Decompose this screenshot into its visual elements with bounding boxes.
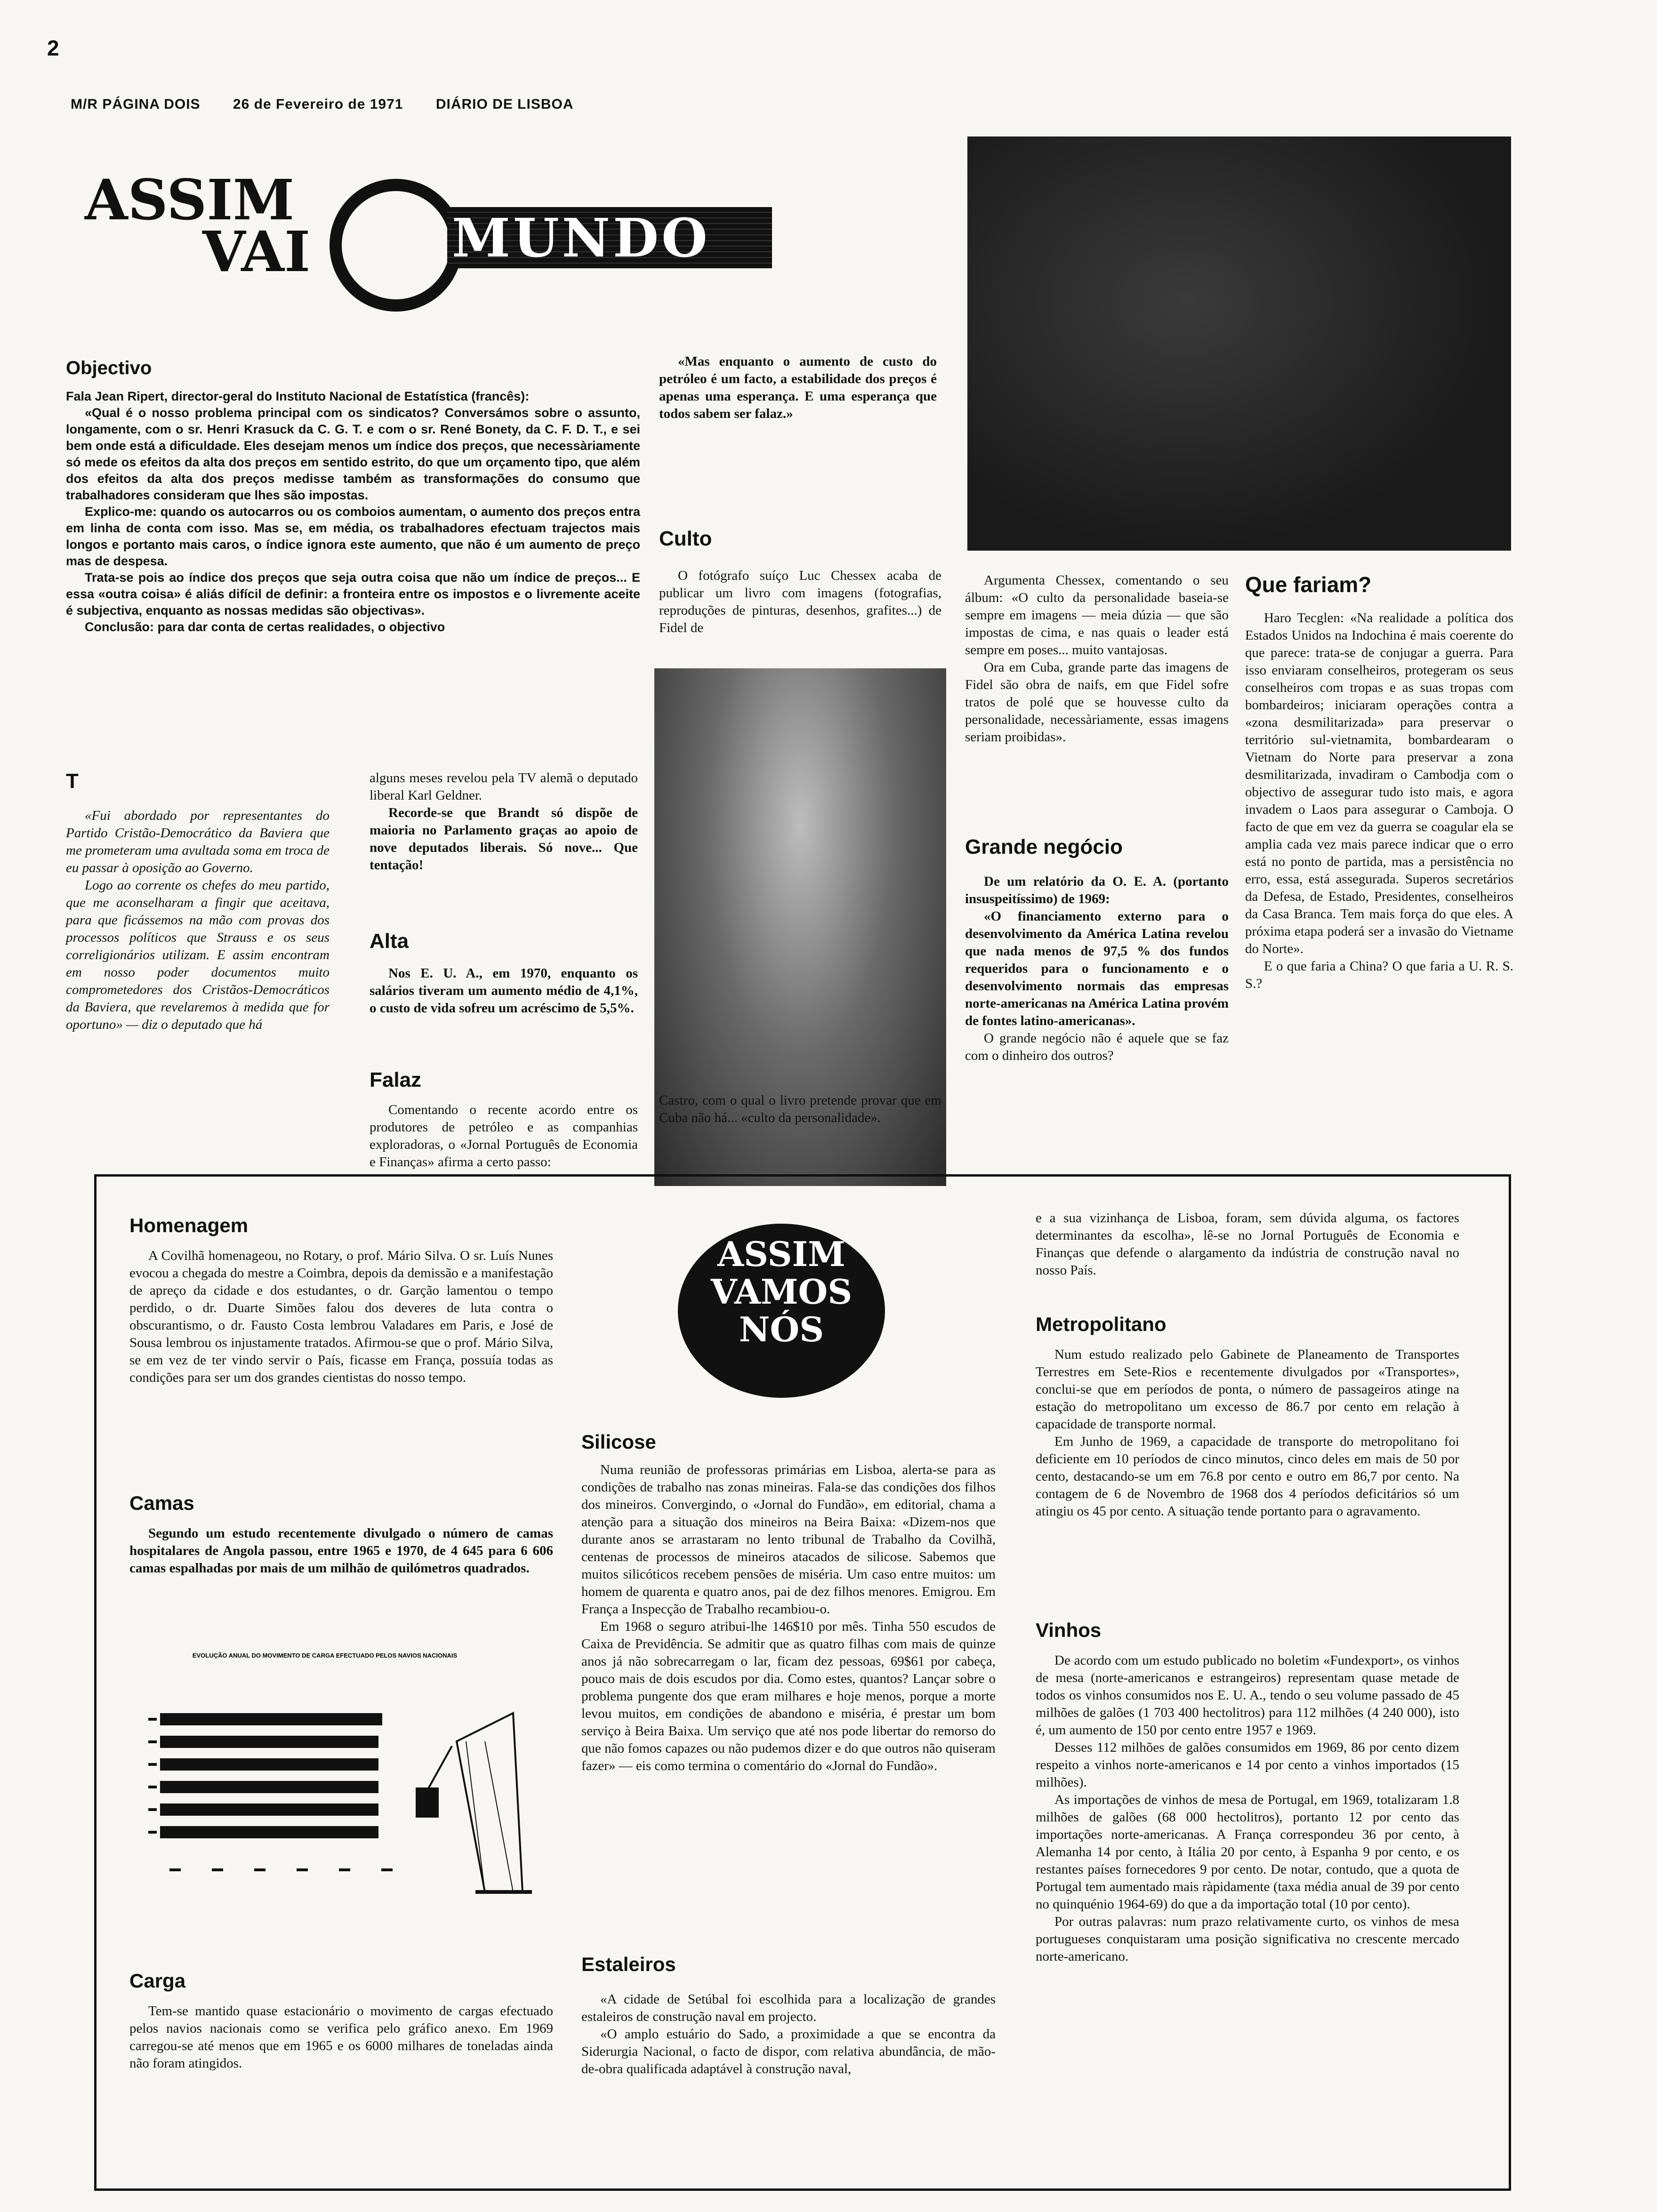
t-section-text: «Fui abordado por representantes do Partido Cristão-Democrático da Baviera que me prometeram uma avultada soma em troca de eu passar à oposição ao Governo. Logo ao corrente os chefes do meu partido, que me aconselharam a fingir que aceitava, para que ficássemos na mão com provas dos processos políticos que Strauss e os seus correligionários utilizam. E assim encontram em nosso poder documentos muito comprometedores dos Cristãos-Democráticos da Baviera, que revelaremos à medida que for oportuno» — diz o deputado que há [66, 808, 330, 1032]
chart-bar-1965 [160, 1713, 382, 1725]
crane-illustration [417, 1713, 532, 1892]
chart-axis-tick [148, 1786, 157, 1788]
falaz-text: Comentando o recente acordo entre os produtores de petróleo e as companhias exploradoras, o «Jornal Português de Economia e Finanças» afirma a certo passo: [370, 1102, 638, 1170]
banner-assim: ASSIM VAI [85, 167, 311, 284]
chart-x-marker [381, 1868, 393, 1871]
estaleiros-continued: e a sua vizinhança de Lisboa, foram, sem dúvida alguma, os factores determinantes da escolha», lê-se no Jornal Português de Economia e Finanças que defende o alargamento da indústria de construção naval no nosso País. [1036, 1210, 1459, 1278]
culto-text: O fotógrafo suíço Luc Chessex acaba de publicar um livro com imagens (fotografias, reproduções de pinturas, desenhos, grafites...) de Fidel de [659, 568, 941, 635]
heading-falaz: Falaz [370, 1068, 422, 1091]
chart-axis-tick [148, 1718, 157, 1721]
que-fariam-text: Haro Tecglen: «Na realidade a política dos Estados Unidos na Indochina é mais coerente do que parece: trata-se de conjugar a guerra. Para isso enviaram conselheiros, protegeram os seus conselheiros com tropas e as suas tropas com bombardeiros; iniciaram operações contra a «zona desmilitarizada» para preservar o território sul-vietnamita, bombardearam o Vietnam do Norte para preservar a zona desmilitarizada, invadiram o Cambodja com o objectivo de assegurar tudo isto mais, e agora invadem o Laos para assegurar o Camboja. O facto de que em vez da guerra se coagular ela se amplia cada vez mais parece indicar que o erro está no ponto de partida, mas a persistência no erro, essa, está assegurada. Superos secretários da Defesa, de Estado, Presidentes, conselheiros da Casa Branca. Tem mais força do que eles. A próxima etapa poderá ser a invasão do Vietname do Norte». E o que faria a China? O que faria a U. R. S. S.? [1245, 610, 1513, 991]
chart-bar-1966 [160, 1736, 378, 1748]
heading-alta: Alta [370, 930, 409, 953]
heading-homenagem: Homenagem [129, 1214, 249, 1236]
chart-axis-tick [148, 1831, 157, 1834]
grande-negocio-text: De um relatório da O. E. A. (portanto insuspeitíssimo) de 1969: «O financiamento externo para o desenvolvimento da América Latina revelou que nada menos de 97,5 % dos fundos requeridos para o funcionamento e o desenvolvimento normais das empresas norte-americanas na América Latina provém de fontes latino-americanas». O grande negócio não é aquele que se faz com o dinheiro dos outros? [965, 874, 1229, 1063]
chart-x-marker [212, 1868, 223, 1871]
heading-que-fariam: Que fariam? [1245, 572, 1372, 597]
estaleiros-text: «A cidade de Setúbal foi escolhida para a localização de grandes estaleiros de construção naval em projecto. «O amplo estuário do Sado, a proximidade a que se encontra da Siderurgia Nacional, o facto de dispor, com relativa abundância, de mão-de-obra qualificada adaptável à construção naval, [581, 1992, 996, 2076]
vamos-title: ASSIM VAMOS NÓS [710, 1234, 853, 1349]
t-section-tail: alguns meses revelou pela TV alemã o deputado liberal Karl Geldner. Recorde-se que Brandt só dispõe de maioria no Parlamento graças ao apoio de nove deputados liberais. Só nove... Que tentação! [370, 770, 638, 873]
heading-silicose: Silicose [581, 1431, 656, 1453]
masthead [71, 96, 645, 112]
objectivo-text: Fala Jean Ripert, director-geral do Instituto Nacional de Estatística (francês): «Qual é o nosso problema principal com os sindicatos? Conversámos sobre o assunto, longamente, com o sr. Henri Krasuck da C. G. T. e com o sr. René Bonety, da C. F. D. T., e sei bem onde está a dificuldade. Eles desejam menos um índice dos preços, que necessàriamente só mede os efeitos da alta dos preços em sentido estrito, do que um orçamento tipo, que além dos efeitos da alta dos preços medisse também as transformações do consumo que trabalhadores consideram que lhes são impostas. Explico-me: quando os autocarros ou os comboios aumentam, o aumento dos preços entra em linha de conta com isso. Mas se, em média, os trabalhadores efectuam trajectos mais longos e portanto mais caros, o índice ignora este aumento, que não é um aumento de preço mas de despesa. Trata-se pois ao índice dos preços que seja outra coisa que não um índice de preços... E essa «outra coisa» é aliás difícil de definir: a fronteira entre os impostos e o livremente aceite é subjectiva, enquanto as nossas medidas são objectivas». Conclusão: para dar conta de certas realidades, o objectivo [66, 389, 640, 634]
chart-axis-tick [148, 1808, 157, 1811]
carga-text: Tem-se mantido quase estacionário o movimento de cargas efectuado pelos navios nacionais como se verifica pelo gráfico anexo. Em 1969 carregou-se até menos que em 1965 e os 6000 milhares de toneladas ainda não foram atingidos. [129, 2004, 553, 2071]
metropolitano-text: Num estudo realizado pelo Gabinete de Planeamento de Transportes Terrestres em Sete-Rios e recentemente divulgados por «Transportes», conclui-se que em períodos de ponta, o número de passageiros atinge na estação do metropolitano um excesso de 86.7 por cento em relação à capacidade de transporte normal. Em Junho de 1969, a capacidade de transporte do metropolitano foi deficiente em 10 períodos de cinco minutos, cinco deles em mais de 50 por cento, destacando-se um em 76.8 por cento e outro em 86,7 por cento. Na contagem de 6 de Novembro de 1968 dos 4 períodos deficitários só um atingiu os 45 por cento. A situação tende portanto para o agravamento. [1036, 1347, 1459, 1519]
top-photo [967, 136, 1511, 551]
heading-carga: Carga [129, 1970, 186, 1992]
culto-continued: Argumenta Chessex, comentando o seu álbum: «O culto da personalidade baseia-se sempre em imagens — meia dúzia — que são impostas de cima, e nas quais o leader está sempre em poses... muito vantajosas. Ora em Cuba, grande parte das imagens de Fidel são obra de naifs, em que Fidel sofre tratos de polé que se houvesse culto da personalidade, necessàriamente, essas imagens seriam proibidas». [965, 573, 1229, 745]
chart-x-marker [339, 1868, 350, 1871]
chart-axis-tick [148, 1763, 157, 1766]
page-number: 2 [47, 36, 59, 60]
issue-date: 26 de Fevereiro de 1971 [233, 96, 403, 112]
page-label: M/R PÁGINA DOIS [71, 96, 201, 112]
chart-bar-1970 [160, 1826, 378, 1838]
silicose-text: Numa reunião de professoras primárias em Lisboa, alerta-se para as condições de trabalho nas zonas mineiras. Fala-se das condições dos filhos dos mineiros. Convergindo, o «Jornal do Fundão», em editorial, chama a atenção para a situação dos mineiros na Beira Baixa: «Dizem-nos que durante anos se arrastaram no lento tribunal de Trabalho da Covilhã, centenas de processos de mineiros atacados de silicose. Sabemos que muitos silicóticos recebem pensões de miséria. Um caso entre muitos: um homem de quarenta e quatro anos, pai de dez filhos menores. Emigrou. Em França a Inspecção de Trabalho recambiou-o. Em 1968 o seguro atribui-lhe 146$10 por mês. Tinha 550 escudos de Caixa de Previdência. Se admitir que as quatro filhas com mais de quinze anos já não sobrecarregam o lar, ficam dez pessoas, 69$61 por cabeça, pouco mais de dois escudos por dia. Como estes, quantos? Lançar sobre o problema pungente dos que eram milhares e hoje menos, porque a morte levou muitos, em condições de abandono e miséria, é prestar um bom serviço à Beira Baixa. Um serviço que até nos pode libertar do remorso do que não fomos capazes ou não pudemos dizer e do que outros não quiseram fazer» — eis como termina o comentário do «Jornal do Fundão». [581, 1462, 996, 1773]
chart-bar-1967 [160, 1758, 378, 1771]
chart-bar-1969 [160, 1803, 378, 1816]
culto-caption: Castro, com o qual o livro pretende provar que em Cuba não há... «culto da personalidade». [659, 1093, 941, 1125]
heading-objectivo: Objectivo [66, 358, 152, 378]
alta-text: Nos E. U. A., em 1970, enquanto os salários tiveram um aumento médio de 4,1%, o custo de vida sofreu um acréscimo de 5,5%. [370, 966, 638, 1016]
vinhos-text: De acordo com um estudo publicado no boletim «Fundexport», os vinhos de mesa (norte-americanos e estrangeiros) representam quase metade de todos os vinhos consumidos nos E. U. A., tendo o seu volume passado de 45 milhões de galões (1 703 400 hectolitros) para 112 milhões (4 240 000), isto é, um aumento de 150 por cento entre 1957 e 1969. Desses 112 milhões de galões consumidos em 1969, 86 por cento dizem respeito a vinhos norte-americanos e 14 por cento a vinhos importados (15 milhões). As importações de vinhos de mesa de Portugal, em 1969, totalizaram 1.8 milhões de galões (68 000 hectolitros), portanto 12 por cento das importações norte-americanas. A França correspondeu 36 por cento, à Alemanha 14 por cento, à Itália 20 por cento, à Espanha 9 por cento, e os restantes países fornecedores 9 por cento. De notar, contudo, que a quota de Portugal tem aumentado mais ràpidamente (taxa média anual de 39 por cento no quinquénio 1964-69) do que a da importação total (10 por cento). Por outras palavras: num prazo relativamente curto, os vinhos de mesa portugueses conquistaram uma posição significativa no crescente mercado norte-americano. [1036, 1653, 1459, 1964]
chart-axis-tick [148, 1740, 157, 1743]
newspaper-name: DIÁRIO DE LISBOA [435, 96, 574, 112]
heading-metropolitano: Metropolitano [1036, 1313, 1166, 1335]
chart-x-marker [169, 1868, 181, 1871]
heading-estaleiros: Estaleiros [581, 1953, 676, 1975]
section-banner [85, 167, 847, 297]
chart-x-marker [254, 1868, 265, 1871]
heading-grande-negocio: Grande negócio [965, 835, 1123, 858]
heading-t: T [66, 769, 79, 793]
heading-culto: Culto [659, 527, 712, 550]
heading-camas: Camas [129, 1492, 194, 1514]
banner-o-circle [330, 179, 462, 312]
chart-x-marker [297, 1868, 308, 1871]
camas-text: Segundo um estudo recentemente divulgado o número de camas hospitalares de Angola passou, entre 1965 e 1970, de 4 645 para 6 606 camas espalhadas por mais de um milhão de quilómetros quadrados. [129, 1526, 553, 1576]
chart-title: EVOLUÇÃO ANUAL DO MOVIMENTO DE CARGA EFECTUADO PELOS NAVIOS NACIONAIS [192, 1652, 458, 1659]
chart-bar-1968 [160, 1781, 378, 1793]
heading-vinhos: Vinhos [1036, 1619, 1102, 1641]
cargo-chart [127, 1647, 570, 1939]
homenagem-text: A Covilhã homenageou, no Rotary, o prof. Mário Silva. O sr. Luís Nunes evocou a chegada do mestre a Coimbra, depois da demissão e a manifestação de apreço da cidade e dos estudantes, o dr. Garção lamentou o tempo perdido, o dr. Duarte Simões falou dos deveres de luta contra o obscurantismo, o dr. Fausto Costa lembrou Valadares em Paris, e José de Sousa lembrou os injustamente tratados. Afirmou-se que o prof. Mário Silva, se em vez de ter vindo servir o País, ficasse em França, possuía todas as condições para ser um dos grandes cientistas do nosso tempo. [129, 1248, 553, 1385]
falaz-quote: «Mas enquanto o aumento de custo do petróleo é um facto, a estabilidade dos preços é apenas uma esperança. E uma esperança que todos sabem ser falaz.» [659, 354, 937, 421]
banner-mundo: MUNDO [452, 208, 710, 269]
